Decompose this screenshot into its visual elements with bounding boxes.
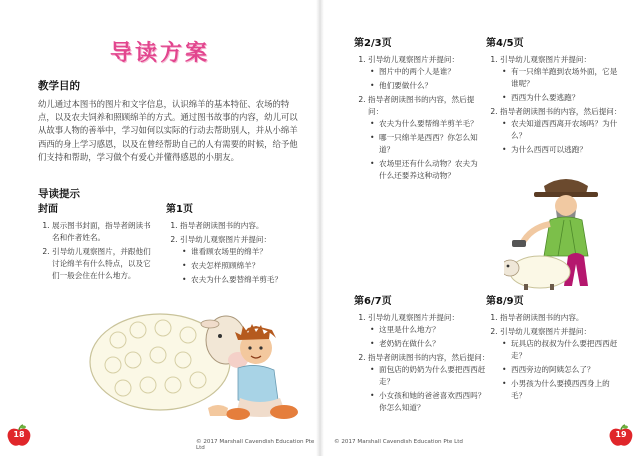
page-title: 导读方案 — [110, 41, 211, 66]
question-item: • 这里是什么地方？ — [379, 324, 490, 336]
section-pages-4-5 — [486, 38, 622, 158]
list-item-text: 引导幼儿观察图片并提问： — [500, 55, 592, 64]
question-item: • 老奶奶在做什么？ — [379, 338, 490, 350]
list-item — [500, 326, 622, 402]
question-item: • 西西旁边的阿姨怎么了？ — [511, 364, 622, 376]
list-item-text: 指导者朗读图书的内容，然后提问： — [368, 353, 490, 362]
question-item: • 玩具店的叔叔为什么要把西西赶走？ — [511, 338, 622, 362]
list-item-text: 引导幼儿观察图片并提问： — [500, 327, 592, 336]
list-item-text: 指导者朗读图书的内容，然后提问： — [500, 107, 622, 116]
list-item: 2. 引导幼儿观察图片，并跟他们讨论绵羊有什么特点，以及它们一般会住在什么地方。 — [52, 246, 158, 282]
section-pages-8-9 — [486, 296, 622, 404]
question-item: • 为什么西西可以逃跑？ — [511, 144, 622, 156]
question-list — [500, 118, 622, 156]
objectives-paragraph: 幼儿通过本图书的图片和文字信息，认识绵羊的基本特征、农场的特点，以及农夫饲养和照顾绵羊的方式。通过图书故事的内容，幼儿可以从故事人物的善举中，学习如何以实际的行动去帮助别人，并从小绵羊西西的身上学习感恩，以及在曾经帮助自己的人有需要的时候，给予他们支持和帮助，学习做个有爱心并懂得感恩的小朋友。 — [38, 99, 298, 162]
cover-list — [38, 220, 158, 282]
question-item: • 面包店的奶奶为什么要把西西赶走？ — [379, 364, 490, 388]
question-item: • 农夫知道西西离开农场吗？为什么？ — [511, 118, 622, 142]
list-item — [368, 94, 482, 182]
pages23-list — [354, 54, 482, 182]
page-number: 19 — [615, 430, 627, 439]
section-pages-6-7 — [354, 296, 490, 416]
question-item: • 图片中的两个人是谁？ — [379, 66, 482, 78]
list-item-text: 引导幼儿观察图片并提问： — [368, 55, 460, 64]
copyright-text: © 2017 Marshall Cavendish Education Pte Ltd — [196, 439, 315, 451]
objectives-heading: 教学目的 — [38, 80, 80, 92]
list-item — [368, 54, 482, 92]
question-list — [180, 246, 308, 286]
question-item: • 有一只绵羊跑到农场外面，它是谁呢？ — [511, 66, 622, 90]
question-list — [500, 66, 622, 104]
question-list — [368, 66, 482, 92]
list-item — [500, 106, 622, 156]
question-item: • 西西为什么要逃跑？ — [511, 92, 622, 104]
pages67-list — [354, 312, 490, 414]
question-item: • 农夫怎样照顾绵羊？ — [191, 260, 308, 272]
section-heading: 第4/5页 — [486, 38, 524, 49]
question-item: • 哪一只绵羊是西西？你怎么知道？ — [379, 132, 482, 156]
book-gutter — [316, 0, 324, 456]
pages89-list — [486, 312, 622, 402]
pages45-list — [486, 54, 622, 156]
right-page — [320, 0, 640, 456]
list-item: 1. 指导者朗读图书的内容。 — [500, 312, 622, 324]
list-item-text: 引导幼儿观察图片并提问： — [368, 313, 460, 322]
question-item: • 农夫为什么要替绵羊剪毛？ — [191, 274, 308, 286]
question-item: • 农夫为什么要帮绵羊剪羊毛？ — [379, 118, 482, 130]
section-heading: 第2/3页 — [354, 38, 392, 49]
farmer-shearing-sheep-illustration — [504, 172, 628, 292]
section-heading: 第1页 — [166, 204, 193, 215]
page-number: 18 — [13, 430, 25, 439]
question-item: • 农场里还有什么动物？农夫为什么还要养这种动物？ — [379, 158, 482, 182]
section-heading: 第8/9页 — [486, 296, 524, 307]
question-list — [368, 324, 490, 350]
copyright-text: © 2017 Marshall Cavendish Education Pte Ltd — [334, 439, 463, 445]
list-item: 1. 指导者朗读图书的内容。 — [180, 220, 308, 232]
section-heading: 封面 — [38, 204, 58, 215]
list-item — [180, 234, 308, 286]
list-item — [368, 312, 490, 350]
question-item: • 谁看顾农场里的绵羊？ — [191, 246, 308, 258]
section-pages-2-3 — [354, 38, 482, 184]
question-item: • 小男孩为什么要摸西西身上的毛？ — [511, 378, 622, 402]
page1-list — [166, 220, 308, 286]
list-item-text: 指导者朗读图书的内容，然后提问： — [368, 95, 475, 116]
list-item-text: 引导幼儿观察图片并提问： — [180, 235, 272, 244]
section-page-1 — [166, 204, 308, 288]
question-item: • 他们要做什么？ — [379, 80, 482, 92]
list-item — [500, 54, 622, 104]
boy-with-sheep-illustration — [88, 300, 308, 425]
question-list — [500, 338, 622, 402]
list-item: 1. 展示图书封面，指导者朗读书名和作者姓名。 — [52, 220, 158, 244]
guide-heading: 导读提示 — [38, 188, 80, 200]
section-heading: 第6/7页 — [354, 296, 392, 307]
question-list — [368, 118, 482, 182]
section-cover — [38, 204, 158, 284]
question-item: • 小女孩和她的爸爸喜欢西西吗？你怎么知道？ — [379, 390, 490, 414]
list-item — [368, 352, 490, 414]
question-list — [368, 364, 490, 414]
